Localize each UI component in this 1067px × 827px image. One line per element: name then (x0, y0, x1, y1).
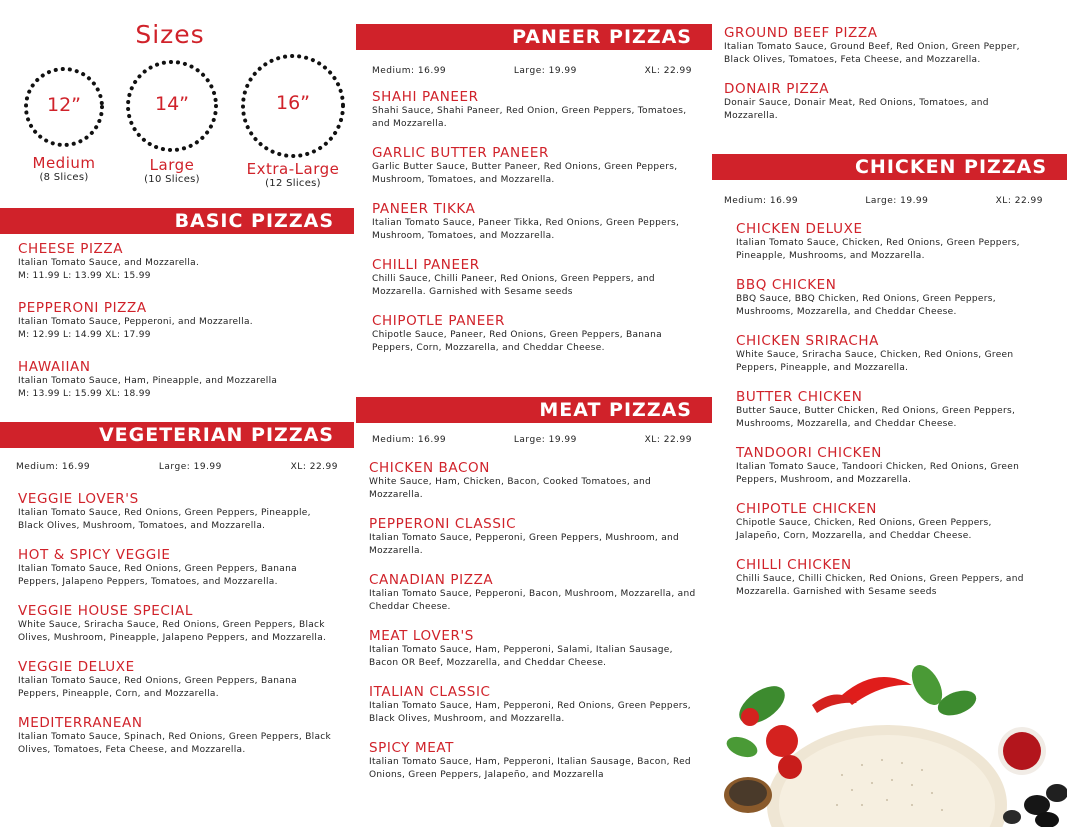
price-medium: Medium: 16.99 (16, 462, 91, 472)
menu-item (372, 314, 696, 355)
price-medium: Medium: 16.99 (372, 66, 447, 76)
item-description: Italian Tomato Sauce, Ham, Pepperoni, Italian Sausage, Bacon, Red Onions, Green Peppers, Jalapeño, and Mozzarella (369, 757, 691, 780)
menu-item (736, 446, 1027, 487)
menu-item (18, 660, 338, 701)
size-label: Large (149, 156, 195, 174)
menu-item (724, 82, 1027, 123)
item-description: White Sauce, Sriracha Sauce, Red Onions, Green Peppers, Black Olives, Mushroom, Pineapple, Jalapeno Peppers, and Mozzarella. (18, 620, 327, 643)
item-description: Italian Tomato Sauce, Paneer Tikka, Red Onions, Green Peppers, Mushroom, Tomatoes, and Mozzarella. (372, 218, 680, 241)
basic-pizzas-section (0, 208, 354, 416)
item-description: Donair Sauce, Donair Meat, Red Onions, Tomatoes, and Mozzarella. (724, 98, 989, 121)
item-name: VEGGIE DELUXE (18, 659, 135, 675)
item-name: PANEER TIKKA (372, 201, 476, 217)
price-medium: Medium: 16.99 (724, 196, 799, 206)
size-medium (18, 60, 110, 183)
item-name: CHILLI PANEER (372, 257, 480, 273)
price-row (0, 448, 354, 472)
price-xl: XL: 22.99 (290, 462, 338, 472)
menu-item (736, 502, 1027, 543)
item-name: GARLIC BUTTER PANEER (372, 145, 549, 161)
size-extra-large (236, 52, 350, 189)
item-name: HOT & SPICY VEGGIE (18, 547, 171, 563)
price-xl: XL: 22.99 (995, 196, 1043, 206)
item-description: Italian Tomato Sauce, Spinach, Red Onions, Green Peppers, Black Olives, Tomatoes, Feta Cheese, and Mozzarella. (18, 732, 332, 755)
item-name: TANDOORI CHICKEN (736, 445, 882, 461)
menu-item (18, 360, 336, 401)
item-description: Italian Tomato Sauce, Pepperoni, Bacon, Mushroom, Mozzarella, and Cheddar Cheese. (369, 589, 696, 612)
item-name: PEPPERONI PIZZA (18, 300, 147, 316)
item-name: PEPPERONI CLASSIC (369, 516, 517, 532)
price-row (356, 50, 712, 76)
item-description: BBQ Sauce, BBQ Chicken, Red Onions, Green Peppers, Mushrooms, Mozzarella, and Cheddar Cheese. (736, 294, 996, 317)
price-large: Large: 19.99 (865, 196, 929, 206)
item-price: M: 11.99 L: 13.99 XL: 15.99 (18, 271, 151, 281)
more-meat-items (712, 0, 1067, 123)
item-name: CHIPOTLE CHICKEN (736, 501, 877, 517)
item-description: Italian Tomato Sauce, Ham, Pineapple, and Mozzarella (18, 376, 278, 386)
item-description: Italian Tomato Sauce, Ham, Pepperoni, Salami, Italian Sausage, Bacon OR Beef, Mozzarella, and Cheddar Cheese. (369, 645, 673, 668)
menu-item (736, 278, 1027, 319)
item-description: Garlic Butter Sauce, Butter Paneer, Red Onions, Green Peppers, Mushroom, Tomatoes, and Mozzarella. (372, 162, 678, 185)
sizes-title: Sizes (135, 20, 205, 49)
item-description: Italian Tomato Sauce, Ground Beef, Red Onion, Green Pepper, Black Olives, Tomatoes, Feta Cheese, and Mozzarella. (724, 42, 1020, 65)
price-large: Large: 19.99 (158, 462, 222, 472)
item-name: VEGGIE HOUSE SPECIAL (18, 603, 193, 619)
size-label: Medium (32, 154, 96, 172)
price-xl: XL: 22.99 (644, 66, 692, 76)
menu-item (369, 461, 696, 502)
item-name: VEGGIE LOVER'S (18, 491, 139, 507)
menu-item (18, 716, 338, 757)
size-slices: (8 Slices) (39, 172, 89, 183)
item-description: White Sauce, Ham, Chicken, Bacon, Cooked Tomatoes, and Mozzarella. (369, 477, 651, 500)
item-name: BUTTER CHICKEN (736, 389, 863, 405)
menu-item (369, 517, 696, 558)
menu-item (369, 629, 696, 670)
item-name: ITALIAN CLASSIC (369, 684, 491, 700)
item-description: Italian Tomato Sauce, Ham, Pepperoni, Red Onions, Green Peppers, Black Olives, Mushroom, and Mozzarella. (369, 701, 691, 724)
menu-item (372, 258, 696, 299)
item-price: M: 13.99 L: 15.99 XL: 18.99 (18, 389, 151, 399)
item-price: M: 12.99 L: 14.99 XL: 17.99 (18, 330, 151, 340)
item-description: Italian Tomato Sauce, and Mozzarella. (18, 258, 200, 268)
menu-item (736, 334, 1027, 375)
menu-item (736, 558, 1027, 599)
menu-item (369, 741, 696, 782)
item-name: HAWAIIAN (18, 359, 91, 375)
menu-item (369, 685, 696, 726)
item-name: CHICKEN SRIRACHA (736, 333, 879, 349)
item-name: CHICKEN BACON (369, 460, 490, 476)
price-medium: Medium: 16.99 (372, 435, 447, 445)
size-slices: (10 Slices) (144, 174, 200, 185)
item-name: CHICKEN DELUXE (736, 221, 863, 237)
item-description: Italian Tomato Sauce, Pepperoni, Green Peppers, Mushroom, and Mozzarella. (369, 533, 680, 556)
item-description: Italian Tomato Sauce, Tandoori Chicken, Red Onions, Green Peppers, Mushroom, and Mozzarella. (736, 462, 1020, 485)
paneer-pizzas-section (356, 24, 712, 370)
item-description: Italian Tomato Sauce, Red Onions, Green Peppers, Banana Peppers, Jalapeno Peppers, Tomatoes, and Mozzarella. (18, 564, 297, 587)
price-row (356, 423, 712, 445)
menu-item (18, 492, 338, 533)
pizza-dough-image (712, 655, 1067, 827)
item-description: Italian Tomato Sauce, Pepperoni, and Mozzarella. (18, 317, 253, 327)
menu-item (18, 548, 338, 589)
section-banner: BASIC PIZZAS (0, 208, 354, 234)
item-name: BBQ CHICKEN (736, 277, 837, 293)
item-description: Chipotle Sauce, Chicken, Red Onions, Green Peppers, Jalapeño, Corn, Mozzarella, and Cheddar Cheese. (736, 518, 992, 541)
section-banner: MEAT PIZZAS (356, 397, 712, 423)
menu-item (736, 222, 1027, 263)
menu-item (736, 390, 1027, 431)
item-description: Italian Tomato Sauce, Red Onions, Green Peppers, Pineapple, Black Olives, Mushroom, Tomatoes, and Mozzarella. (18, 508, 311, 531)
menu-item (724, 26, 1027, 67)
section-banner: VEGETERIAN PIZZAS (0, 422, 354, 448)
size-large (122, 56, 222, 185)
chicken-pizzas-section (712, 154, 1067, 614)
size-slices: (12 Slices) (265, 178, 321, 189)
item-description: White Sauce, Sriracha Sauce, Chicken, Red Onions, Green Peppers, Pineapple, and Mozzarella. (736, 350, 1014, 373)
item-name: CHILLI CHICKEN (736, 557, 852, 573)
item-name: MEDITERRANEAN (18, 715, 143, 731)
price-large: Large: 19.99 (513, 435, 577, 445)
item-name: SPICY MEAT (369, 740, 455, 756)
item-description: Chilli Sauce, Chilli Chicken, Red Onions, Green Peppers, and Mozzarella. Garnished with Sesame seeds (736, 574, 1024, 597)
size-inches: 16” (275, 92, 311, 114)
price-large: Large: 19.99 (513, 66, 577, 76)
item-name: DONAIR PIZZA (724, 81, 830, 97)
menu-item (18, 301, 336, 342)
section-banner: PANEER PIZZAS (356, 24, 712, 50)
item-description: Butter Sauce, Butter Chicken, Red Onions, Green Peppers, Mushrooms, Mozzarella, and Cheddar Cheese. (736, 406, 1016, 429)
menu-item (18, 242, 336, 283)
item-description: Chipotle Sauce, Paneer, Red Onions, Green Peppers, Banana Peppers, Corn, Mozzarella, and Cheddar Cheese. (372, 330, 662, 353)
size-label: Extra-Large (246, 160, 340, 178)
item-name: CANADIAN PIZZA (369, 572, 494, 588)
item-name: MEAT LOVER'S (369, 628, 474, 644)
menu-item (372, 90, 696, 131)
vegeterian-pizzas-section (0, 422, 354, 772)
menu-item (372, 146, 696, 187)
item-name: CHIPOTLE PANEER (372, 313, 505, 329)
item-description: Shahi Sauce, Shahi Paneer, Red Onion, Green Peppers, Tomatoes, and Mozzarella. (372, 106, 687, 129)
menu-item (372, 202, 696, 243)
size-inches: 14” (154, 93, 190, 115)
size-inches: 12” (46, 94, 82, 116)
item-description: Italian Tomato Sauce, Chicken, Red Onions, Green Peppers, Pineapple, Mushrooms, and Mozzarella. (736, 238, 1020, 261)
price-row (712, 180, 1067, 206)
menu-item (18, 604, 338, 645)
item-description: Chilli Sauce, Chilli Paneer, Red Onions, Green Peppers, and Mozzarella. Garnished with Sesame seeds (372, 274, 655, 297)
item-name: GROUND BEEF PIZZA (724, 25, 878, 41)
item-description: Italian Tomato Sauce, Red Onions, Green Peppers, Banana Peppers, Pineapple, Corn, and Mozzarella. (18, 676, 297, 699)
item-name: CHEESE PIZZA (18, 241, 124, 257)
menu-item (369, 573, 696, 614)
price-xl: XL: 22.99 (644, 435, 692, 445)
item-name: SHAHI PANEER (372, 89, 479, 105)
meat-pizzas-section (356, 397, 712, 797)
section-banner: CHICKEN PIZZAS (712, 154, 1067, 180)
right-column (712, 0, 1067, 597)
